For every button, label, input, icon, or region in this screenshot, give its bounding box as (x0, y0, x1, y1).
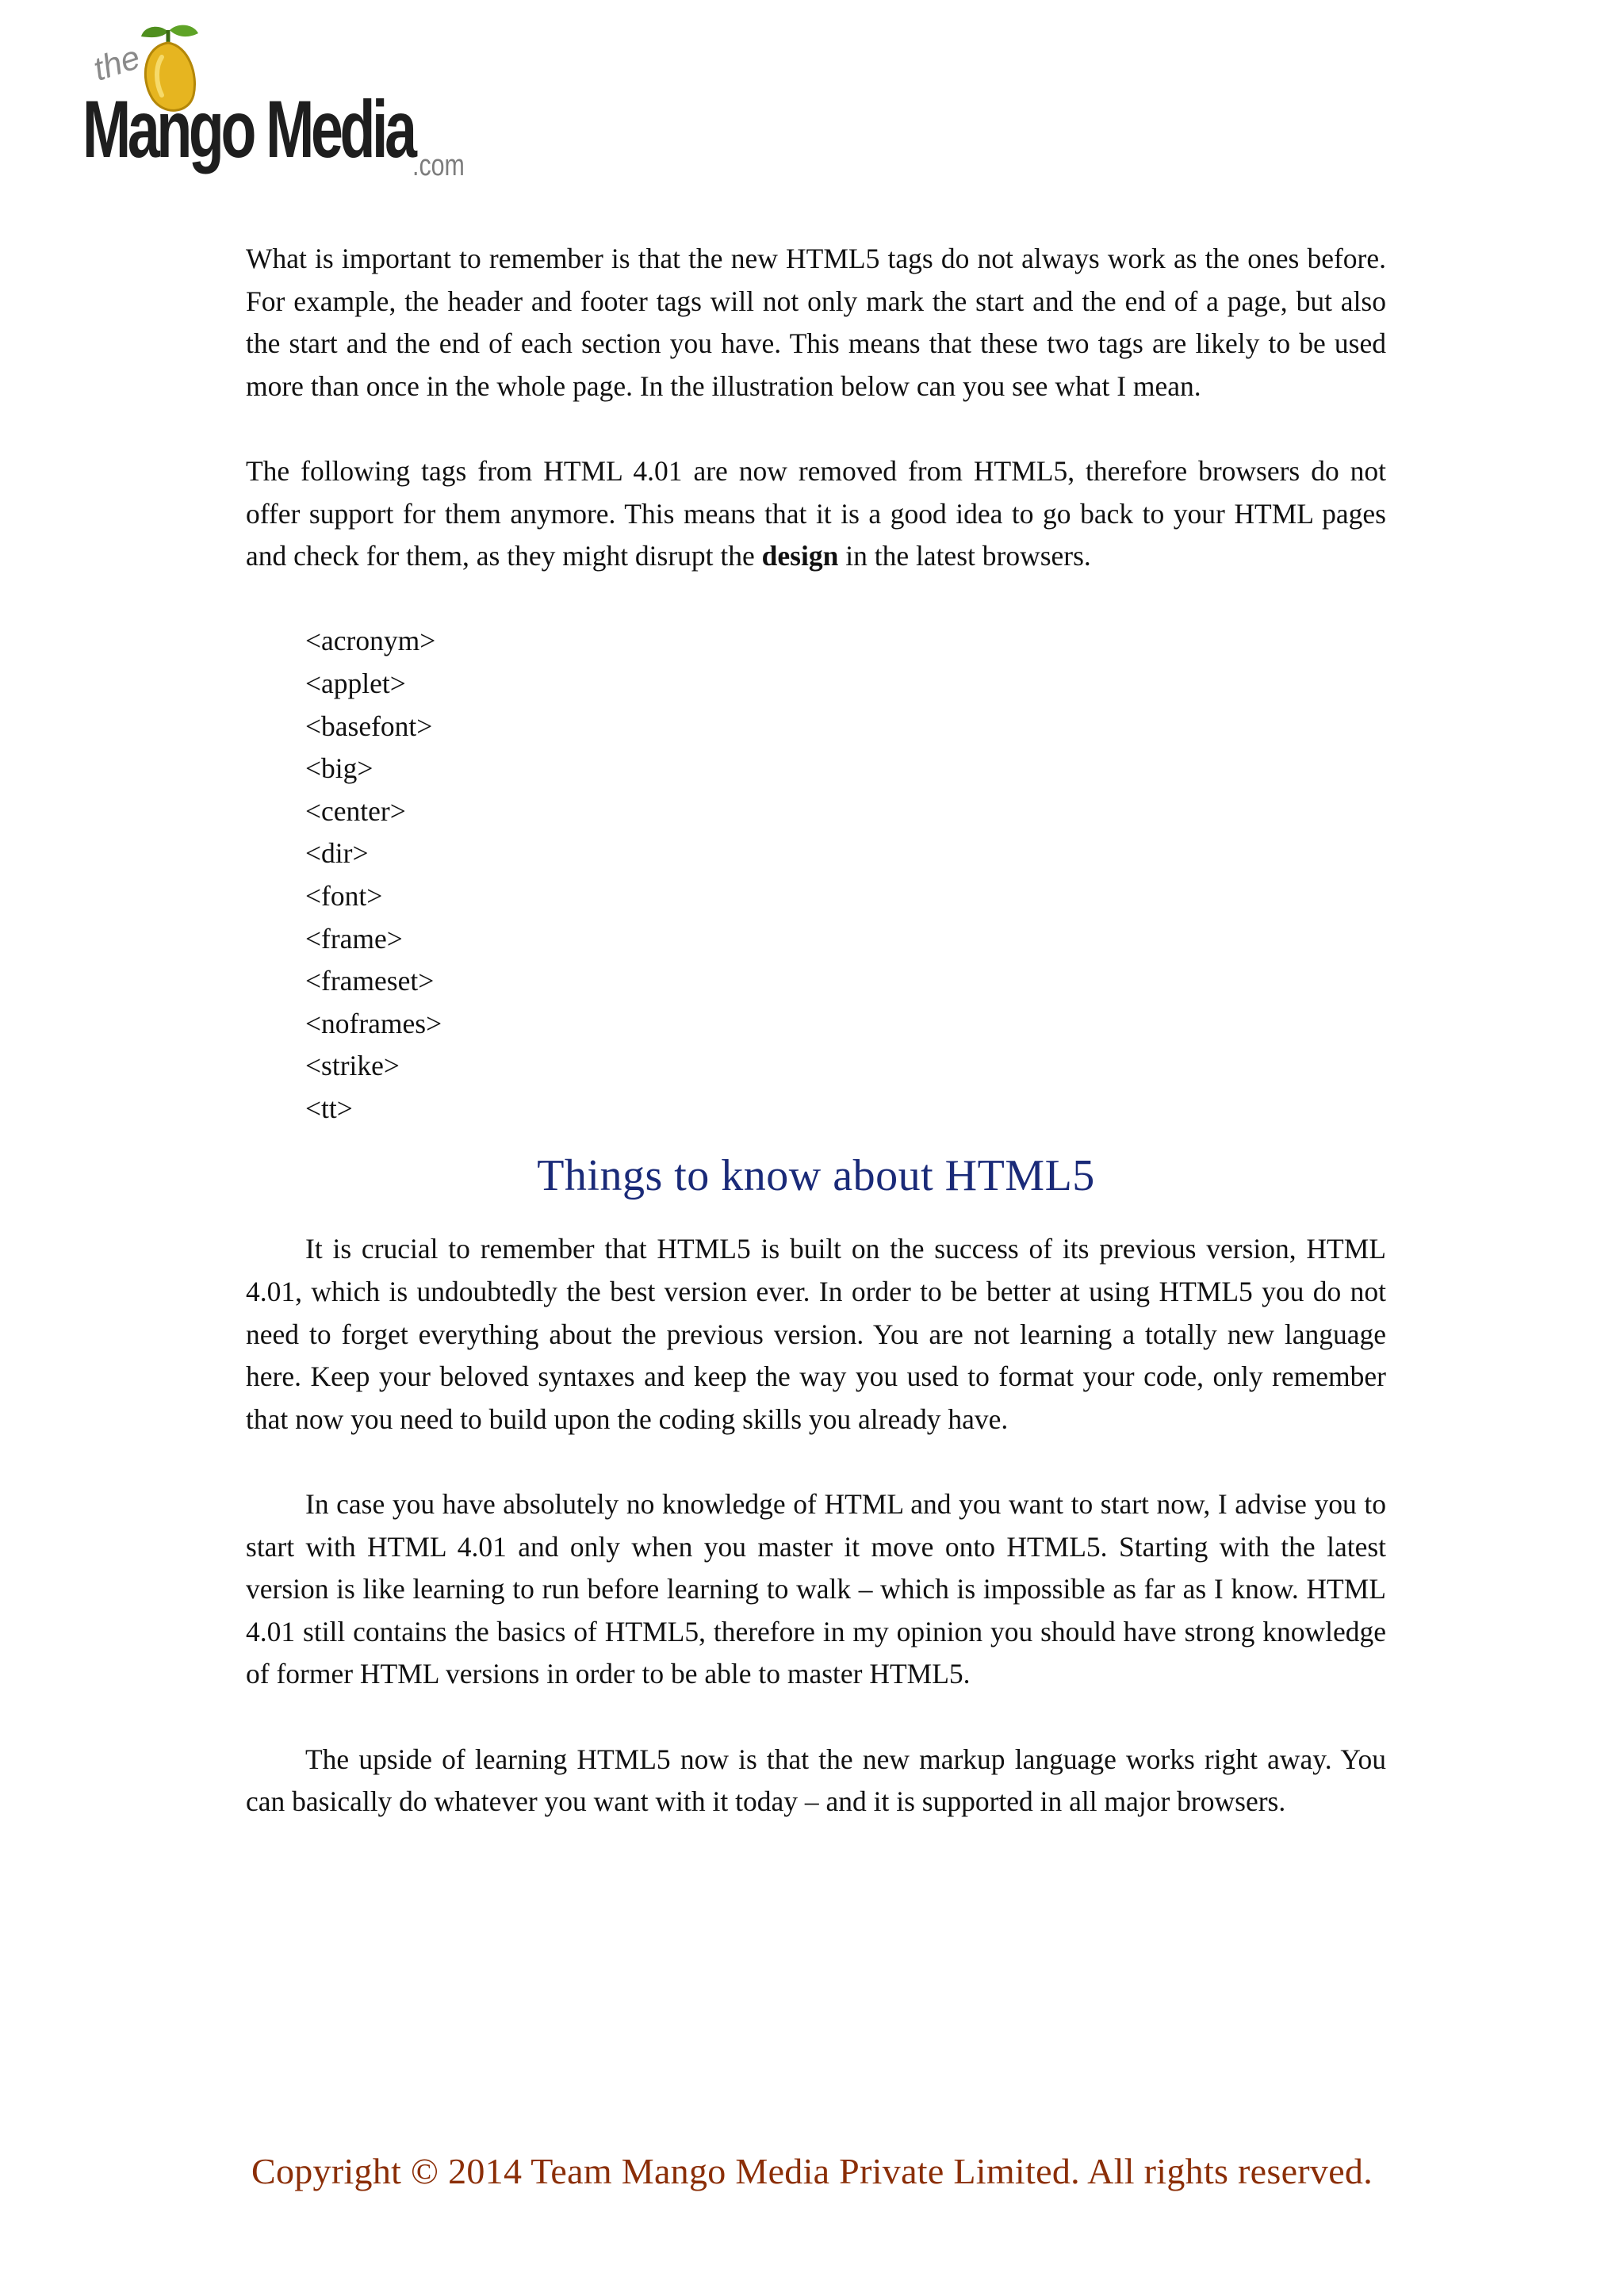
paragraph-html5-tags-behavior: What is important to remember is that the new HTML5 tags do not always work as the ones before. For example, the header and footer tags will not only mark the start and the end of a page, but also the start and the end of each section you have. This means that these two tags are likely to be used more than once in the whole page. In the illustration below can you see what I mean. (246, 243, 1386, 402)
paragraph-spacer (246, 408, 1386, 450)
paragraph-html5-upside: The upside of learning HTML5 now is that the new markup language works right away. You can basically do whatever you want with it today – and it is supported in all major browsers. (246, 1743, 1386, 1818)
paragraph-start-with-401: In case you have absolutely no knowledge of HTML and you want to start now, I advise you to start with HTML 4.01 and only when you master it move onto HTML5. Starting with the latest version is like learning to run before learning to walk – which is impossible as far as I know. HTML 4.01 still contains the basics of HTML5, therefore in my opinion you should have strong knowledge of former HTML versions in order to be able to master HTML5. (246, 1488, 1386, 1690)
paragraph-spacer (246, 1441, 1386, 1483)
design-keyword: design (761, 540, 839, 572)
list-item: <strike> (305, 1050, 400, 1082)
list-item: <dir> (305, 837, 369, 870)
logo-domain: .com (412, 149, 465, 182)
list-item: <frame> (305, 922, 403, 955)
section-heading: Things to know about HTML5 (537, 1151, 1095, 1201)
list-item: <acronym> (305, 625, 436, 657)
paragraph-text: The following tags from HTML 4.01 are now removed from HTML5, therefore browsers do not offer support for them anymore. This means that it is a good idea to go back to your HTML pages and check for them, as they might disrupt the (246, 454, 1386, 572)
page-content (246, 238, 1386, 1823)
paragraph-spacer (246, 578, 1386, 621)
list-item: <center> (305, 794, 406, 827)
list-item: <font> (305, 879, 383, 912)
list-item: <frameset> (305, 965, 435, 997)
paragraph-text: in the latest browsers. (838, 540, 1091, 572)
mango-media-logo (82, 22, 465, 189)
paragraph-html5-builds-on-401: It is crucial to remember that HTML5 is built on the success of its previous version, HTML 4.01, which is undoubtedly the best version ever. In order to be better at using HTML5 you do not need to forget everything about the previous version. You are not learning a totally new language here. Keep your beloved syntaxes and keep the way you used to format your code, only remember that now you need to build upon the coding skills you already have. (246, 1233, 1386, 1435)
copyright-footer: Copyright © 2014 Team Mango Media Private Limited. All rights reserved. (251, 2151, 1373, 2191)
heading-spacer (246, 1204, 1386, 1228)
list-item: <tt> (305, 1092, 353, 1124)
paragraph-spacer (246, 1696, 1386, 1739)
list-item: <basefont> (305, 710, 433, 742)
logo-wordmark: Mango Media (82, 84, 414, 174)
list-item: <big> (305, 752, 373, 785)
removed-tags-list (246, 620, 1386, 1130)
list-item: <noframes> (305, 1007, 442, 1039)
logo-the-text: the (89, 37, 145, 88)
paragraph-removed-tags-intro (246, 450, 1386, 578)
list-item: <applet> (305, 667, 406, 699)
